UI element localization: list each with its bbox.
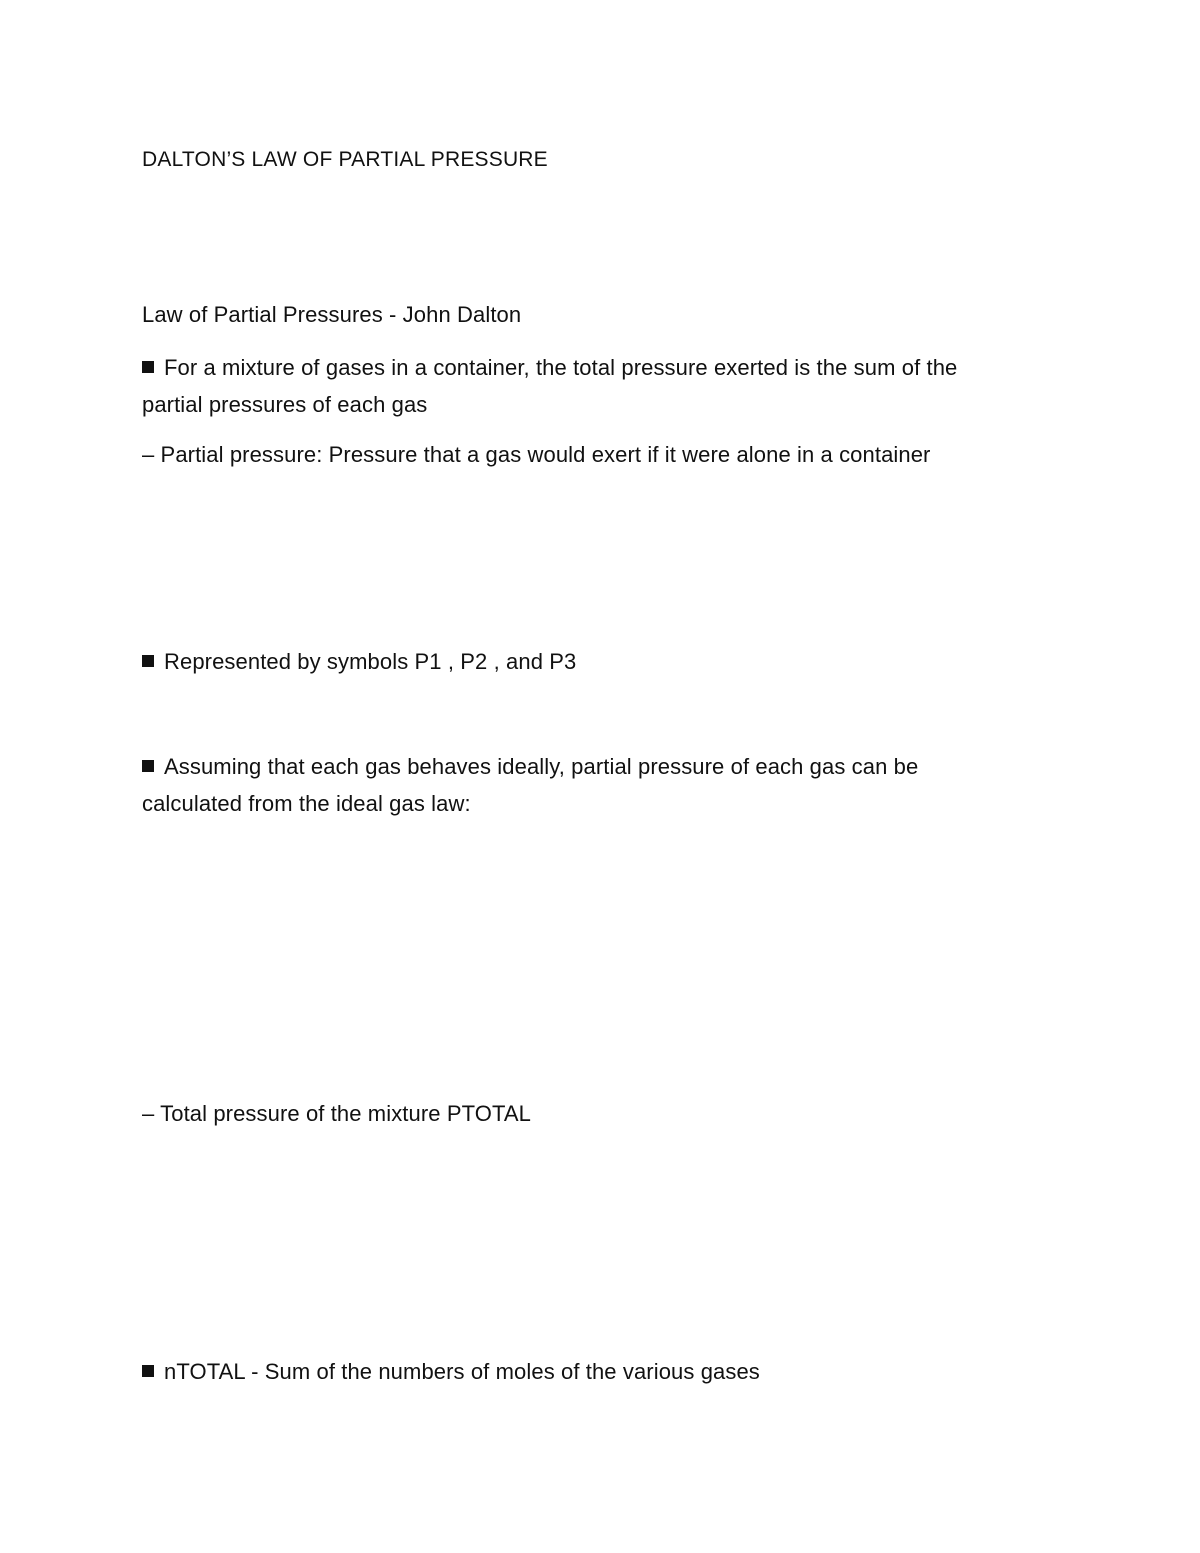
bullet-square-icon [142,760,154,772]
bullet-text: For a mixture of gases in a container, the total pressure exerted is the sum of the [164,355,958,380]
bullet-square-icon [142,361,154,373]
bullet-square-icon [142,1365,154,1377]
bullet-square-icon [142,655,154,667]
bullet-continuation-text: partial pressures of each gas [142,392,428,417]
bullet-item-ideal-gas [142,749,1082,785]
bullet-text: Represented by symbols P1 , P2 , and P3 [164,649,577,674]
bullet-text: Assuming that each gas behaves ideally, partial pressure of each gas can be [164,754,919,779]
bullet-item-symbols [142,644,1082,680]
section-heading: Law of Partial Pressures - John Dalton [142,302,522,327]
sub-item-partial-pressure: – Partial pressure: Pressure that a gas would exert if it were alone in a container [142,442,931,467]
bullet-continuation-text: calculated from the ideal gas law: [142,791,471,816]
bullet-item-mixture [142,350,1082,386]
bullet-text: nTOTAL - Sum of the numbers of moles of the various gases [164,1359,760,1384]
sub-item-total-pressure: – Total pressure of the mixture PTOTAL [142,1101,531,1126]
document-title: DALTON’S LAW OF PARTIAL PRESSURE [142,148,548,171]
bullet-item-ntotal [142,1354,1082,1390]
